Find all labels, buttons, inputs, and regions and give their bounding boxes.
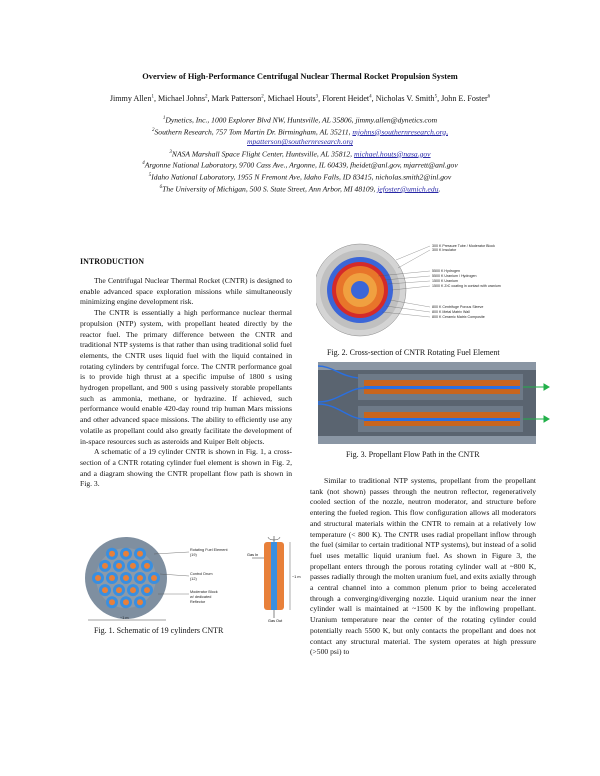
author-name: John E. Foster xyxy=(441,94,488,103)
figure-3-caption: Fig. 3. Propellant Flow Path in the CNTR xyxy=(346,450,480,459)
author xyxy=(110,94,154,103)
author-sup: 1 xyxy=(151,94,154,100)
affiliation-text: The University of Michigan, 500 S. State Street, Ann Arbor, MI 48109, xyxy=(162,184,378,194)
right-column xyxy=(310,476,536,658)
author-sup: 3 xyxy=(315,94,319,100)
author xyxy=(441,94,490,103)
author-sup: 2 xyxy=(204,94,208,100)
affiliation xyxy=(40,126,560,138)
author-sup: 6 xyxy=(487,94,491,100)
figure-2 xyxy=(316,240,546,340)
figure-3 xyxy=(318,362,550,444)
fuel-cylinder-core xyxy=(123,599,129,605)
fig3-fuel-element xyxy=(358,406,523,432)
fig1-label: Control Drum xyxy=(190,572,213,576)
paragraph: The Centrifugal Nuclear Thermal Rocket (CNTR) is designed to enable advanced space exploration missions while simultaneously minimizing engine development risk. xyxy=(80,276,292,307)
affiliation-sup: 2 xyxy=(151,127,155,133)
affiliation-sup: 3 xyxy=(169,149,172,155)
author xyxy=(158,94,207,103)
fig2-label: 5500 K Uranium / Hydrogen xyxy=(432,274,477,278)
fig2-label: 300 K Pressure Tube / Moderator Block xyxy=(432,244,495,248)
author-sup: 5 xyxy=(434,94,438,100)
left-column xyxy=(80,276,292,490)
fig1-gas-in-label: Gas In xyxy=(247,553,259,557)
fig2-label: 1500 K ZrC coating in contact with uranium xyxy=(432,284,501,288)
paragraph: Similar to traditional NTP systems, propellant from the propellant tank (not shown) passes through the neutron reflector, regeneratively cooled section of the nozzle, neutron moderator, and structure before entering the fueled region. This flow configuration allows all moderators and structural materials within the CNTR to remain at a relatively low temperature (< 800 K). The CNTR uses radial propellant inflow through the fuel (similar to certain traditional NTP systems), but instead of a solid fuel uses metallic liquid uranium fuel. As shown in Figure 3, the propellant enters through the porous rotating cylinder wall at ~800 K, passes radially through the molten uranium fuel, and exits axially through a central channel into a common plenum prior to being accelerated through a converging/diverging nozzle. Liquid uranium near the inner cylinder wall is maintained at ~1500 K by the inflowing propellant. Uranium temperature near the center of the rotating cylinder could potentially reach 5500 K, but only contacts the propellant and does not contact any structural material. The system operates at high pressure (>500 psi) to xyxy=(310,476,536,657)
affiliation-text: Southern Research, 757 Tom Martin Dr. Birmingham, AL 35211, xyxy=(154,127,353,137)
affiliation-text: Idaho National Laboratory, 1955 N Fremont Ave, Idaho Falls, ID 83415, nicholas.smith2@inl.gov xyxy=(151,172,452,182)
affiliation xyxy=(40,114,560,126)
fig3-fuel-element xyxy=(358,374,523,400)
fuel-cylinder-core xyxy=(102,563,108,569)
fuel-cylinder-core xyxy=(137,575,143,581)
fig1-label: Reflector xyxy=(190,600,206,604)
paragraph: A schematic of a 19 cylinder CNTR is shown in Fig. 1, a cross-section of a CNTR rotating cylinder fuel element is shown in Fig. 2, and a diagram showing the CNTR propellant flow path is shown in Fig. 3. xyxy=(80,447,292,489)
email-link[interactable]: michael.houts@nasa.gov xyxy=(353,149,431,159)
fuel-cylinder-core xyxy=(109,551,115,557)
fig1-core-diagram xyxy=(85,537,167,620)
affiliation xyxy=(40,137,560,147)
fig1-label: w/ dedicated xyxy=(190,595,212,599)
fig2-label: 300 K Insulator xyxy=(432,248,457,252)
fig2-label: 5500 K Hydrogen xyxy=(432,269,460,273)
affiliation xyxy=(40,171,560,183)
email-link[interactable]: jefoster@umich.edu xyxy=(377,184,439,194)
affiliation-sup: 1 xyxy=(162,116,166,121)
fuel-cylinder-core xyxy=(116,587,122,593)
email-link[interactable]: mpatterson@southernresearch.org xyxy=(247,137,353,147)
fig2-label: 800 K Metal Matrix Wall xyxy=(432,310,470,314)
fuel-cylinder-core xyxy=(137,551,143,557)
fig1-height-label: ~1 m xyxy=(292,575,301,579)
affiliation xyxy=(40,159,560,171)
affiliation-text: Argonne National Laboratory, 9700 Cass Ave., Argonne, IL 60439, fheidet@anl.gov, mjarrett@anl.gov xyxy=(144,160,458,170)
author-name: Jimmy Allen xyxy=(109,94,152,103)
paragraph: The CNTR is essentially a high performance nuclear thermal propulsion (NTP) system, with propellant heated directly by the reactor fuel. The primary difference between the CNTR and traditional NTP systems is that rather than using traditional solid fuel elements, the CNTR uses liquid fuel with the liquid contained in rotating cylinders by centrifugal force. The CNTR performance goal is to provide high thrust at a specific impulse of 1800 s using hydrogen propellant, and 900 s using passively storable propellants such as ammonia, methane, or hydrazine. If achieved, such performance would enable 420-day round trip human Mars missions and other advanced space missions. The ability to efficiently use any volatile as propellant could also greatly facilitate the development of in-space resources such as asteroids and Kuiper Belt objects. xyxy=(80,308,292,446)
fig2-label: 800 K Ceramic Matrix Composite xyxy=(432,315,485,319)
fuel-cylinder-core xyxy=(109,575,115,581)
paper-title: Overview of High-Performance Centrifugal Nuclear Thermal Rocket Propulsion System xyxy=(142,72,458,81)
figure-1 xyxy=(84,536,314,622)
author xyxy=(268,94,318,103)
affiliation-text: NASA Marshall Space Flight Center, Huntsville, AL 35812, xyxy=(171,149,354,159)
figure-2-caption: Fig. 2. Cross-section of CNTR Rotating Fuel Element xyxy=(327,348,500,357)
affiliation xyxy=(40,183,560,195)
author-name: Michael Houts xyxy=(267,94,316,103)
author xyxy=(376,94,437,103)
fuel-cylinder-core xyxy=(109,599,115,605)
fig1-gas-out-label: Gas Out xyxy=(268,619,283,622)
fig1-label: Rotating Fuel Element xyxy=(190,548,228,552)
author xyxy=(212,94,264,103)
author-name: Florent Heidet xyxy=(322,94,370,103)
affiliation-sup: 5 xyxy=(148,173,152,179)
fuel-cylinder-core xyxy=(130,587,136,593)
author-name: Michael Johns xyxy=(157,94,205,103)
fuel-cylinder-core xyxy=(95,575,101,581)
fuel-cylinder-core xyxy=(123,575,129,581)
affiliation xyxy=(40,148,560,160)
affiliation-sup: 4 xyxy=(142,161,145,167)
fuel-cylinder-core xyxy=(137,599,143,605)
affiliation-text: Dynetics, Inc., 1000 Explorer Blvd NW, Huntsville, AL 35806, jimmy.allen@dynetics.com xyxy=(165,115,438,125)
fig1-label: (12) xyxy=(190,577,197,581)
author-name: Mark Patterson xyxy=(211,94,262,103)
fig1-scale-label: ~1 m xyxy=(120,616,129,620)
author-list: Jimmy Allen$^1$, Michael Johns$^2$, Mark Patterson$^2$, Michael Houts$^3$, Florent Heidet$^4$, Nicholas V. Smith$^5$, John E. Foster$^6$ xyxy=(109,94,491,103)
figure-1-caption: Fig. 1. Schematic of 19 cylinders CNTR xyxy=(94,626,224,635)
fuel-cylinder-core xyxy=(123,551,129,557)
fig1-label: (19) xyxy=(190,553,197,557)
affiliation-tail: . xyxy=(438,184,441,194)
fuel-cylinder-core xyxy=(144,587,150,593)
author-sup: 2 xyxy=(261,94,264,100)
fig2-label: 800 K Centrifuge Porous Sleeve xyxy=(432,305,484,309)
section-heading: INTRODUCTION xyxy=(80,257,145,266)
author xyxy=(322,94,371,103)
fuel-cylinder-core xyxy=(116,563,122,569)
fig2-label: 1500 K Uranium xyxy=(432,279,458,283)
affiliation-list xyxy=(40,114,560,195)
fuel-cylinder-core xyxy=(151,575,157,581)
fuel-cylinder-core xyxy=(102,587,108,593)
fuel-cylinder-core xyxy=(130,563,136,569)
fig1-fuel-element xyxy=(247,536,301,622)
affiliation-sup: 6 xyxy=(159,184,163,190)
email-link[interactable]: mjohns@southernresearch.org, xyxy=(352,127,448,137)
fig1-label: Moderator Block xyxy=(190,590,218,594)
author-name: Nicholas V. Smith xyxy=(375,94,435,103)
author-sup: 4 xyxy=(369,94,372,100)
fuel-cylinder-core xyxy=(144,563,150,569)
